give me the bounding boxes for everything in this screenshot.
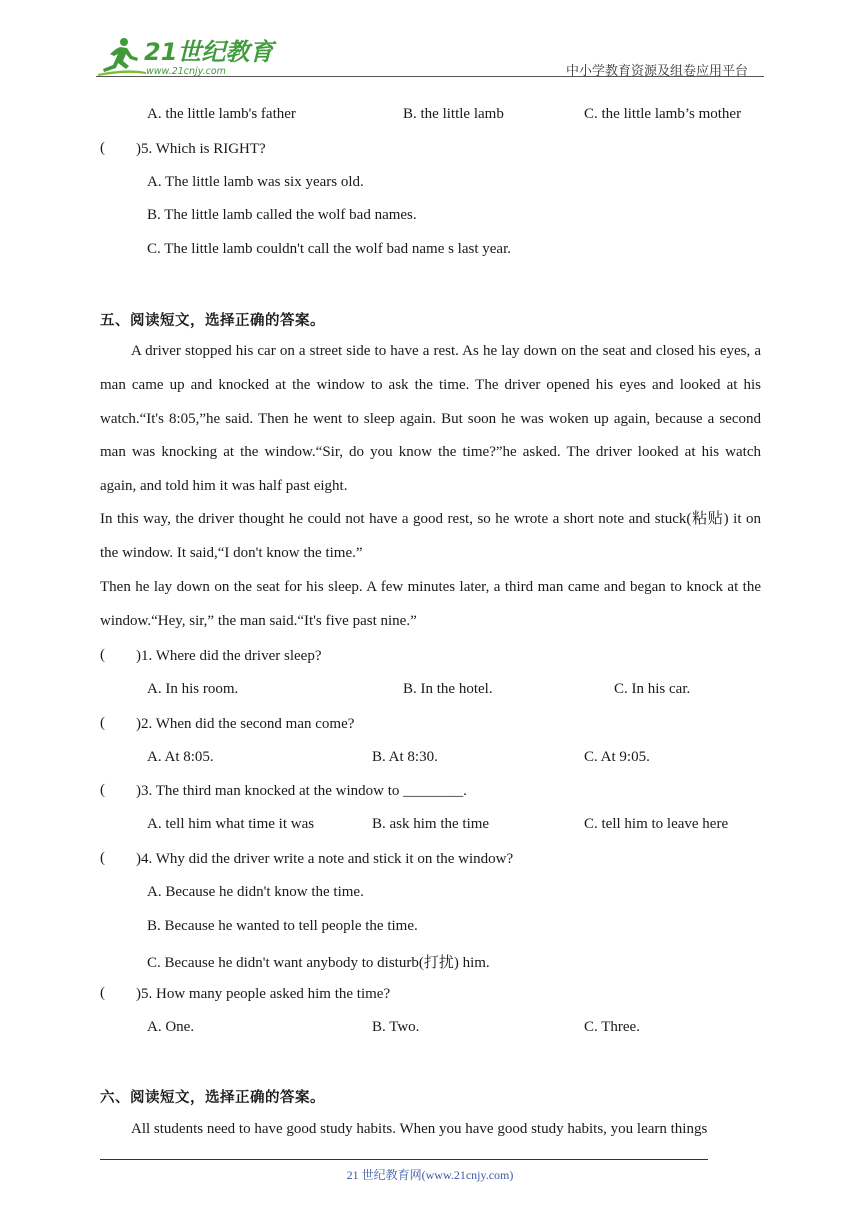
- s5-q3-option-b: B. ask him the time: [372, 816, 490, 832]
- s5-q5-stem: )5. How many people asked him the time?: [136, 986, 391, 1002]
- s5-q1-option-a: A. In his room.: [147, 681, 239, 697]
- s5-q3-answer-blank[interactable]: (: [100, 782, 105, 798]
- s4-q5-stem: )5. Which is RIGHT?: [136, 141, 266, 157]
- s5-q5-option-c: C. Three.: [584, 1019, 640, 1035]
- section6-paragraph-1: All students need to have good study habits. When you have good study habits, you learn things: [131, 1121, 708, 1137]
- s5-q5-option-a: A. One.: [147, 1019, 195, 1035]
- s4-q5-answer-blank[interactable]: (: [100, 140, 105, 156]
- site-logo: [96, 34, 274, 78]
- s5-q5-option-b: B. Two.: [372, 1019, 420, 1035]
- s4-q4-option-b: B. the little lamb: [403, 106, 504, 122]
- s5-q1-option-b: B. In the hotel.: [403, 681, 493, 697]
- svg-text:21世纪教育: 21世纪教育: [144, 38, 274, 66]
- section5-heading: 五、阅读短文，选择正确的答案。: [100, 313, 325, 329]
- section5-paragraph-2: In this way, the driver thought he could not have a good rest, so he wrote a short note and stuck(粘贴) it on the window. It said,“I don't know the time.”: [100, 511, 761, 561]
- section5-paragraph-1: A driver stopped his car on a street side to have a rest. As he lay down on the seat and closed his eyes, a man came up and knocked at the window to ask the time. The driver opened his eyes and looked at his watch.“It's 8:05,”he said. Then he went to sleep again. But soon he was woken up again, because a second man was knocking at the window.“Sir, do you know the time?”he asked. The driver looked at his watch again, and told him it was half past eight.: [100, 343, 761, 495]
- s4-q5-option-c: C. The little lamb couldn't call the wolf bad name s last year.: [147, 241, 511, 257]
- s5-q4-option-a: A. Because he didn't know the time.: [147, 884, 364, 900]
- section6-heading: 六、阅读短文，选择正确的答案。: [100, 1090, 325, 1106]
- s5-q1-answer-blank[interactable]: (: [100, 647, 105, 663]
- s5-q4-option-c: C. Because he didn't want anybody to disturb(打扰) him.: [147, 955, 490, 971]
- s5-q5-answer-blank[interactable]: (: [100, 985, 105, 1001]
- s5-q2-option-b: B. At 8:30.: [372, 749, 438, 765]
- s5-q4-option-b: B. Because he wanted to tell people the time.: [147, 918, 418, 934]
- s4-q4-option-a: A. the little lamb's father: [147, 106, 296, 122]
- footer-link[interactable]: 21 世纪教育网(www.21cnjy.com): [346, 1168, 514, 1182]
- s5-q4-answer-blank[interactable]: (: [100, 850, 105, 866]
- s5-q3-option-c: C. tell him to leave here: [584, 816, 729, 832]
- svg-text:www.21cnjy.com: www.21cnjy.com: [146, 66, 226, 77]
- section5-paragraph-3: Then he lay down on the seat for his sleep. A few minutes later, a third man came and began to knock at the window.“Hey, sir,” the man said.“It's five past nine.”: [100, 579, 761, 629]
- runner-icon: [98, 38, 146, 76]
- s5-q4-stem: )4. Why did the driver write a note and stick it on the window?: [136, 851, 514, 867]
- s5-q3-stem: )3. The third man knocked at the window to ________.: [136, 783, 467, 799]
- s4-q5-option-b: B. The little lamb called the wolf bad names.: [147, 207, 417, 223]
- s4-q4-option-c: C. the little lamb’s mother: [584, 106, 742, 122]
- header-divider: [96, 76, 764, 77]
- s5-q3-option-a: A. tell him what time it was: [147, 816, 315, 832]
- s4-q5-option-a: A. The little lamb was six years old.: [147, 174, 364, 190]
- s5-q2-option-c: C. At 9:05.: [584, 749, 650, 765]
- s5-q1-option-c: C. In his car.: [614, 681, 691, 697]
- s5-q2-option-a: A. At 8:05.: [147, 749, 214, 765]
- s5-q1-stem: )1. Where did the driver sleep?: [136, 648, 322, 664]
- footer-divider: [100, 1159, 708, 1160]
- s5-q2-stem: )2. When did the second man come?: [136, 716, 355, 732]
- s5-q2-answer-blank[interactable]: (: [100, 715, 105, 731]
- header-tagline: 中小学教育资源及组卷应用平台: [566, 64, 749, 79]
